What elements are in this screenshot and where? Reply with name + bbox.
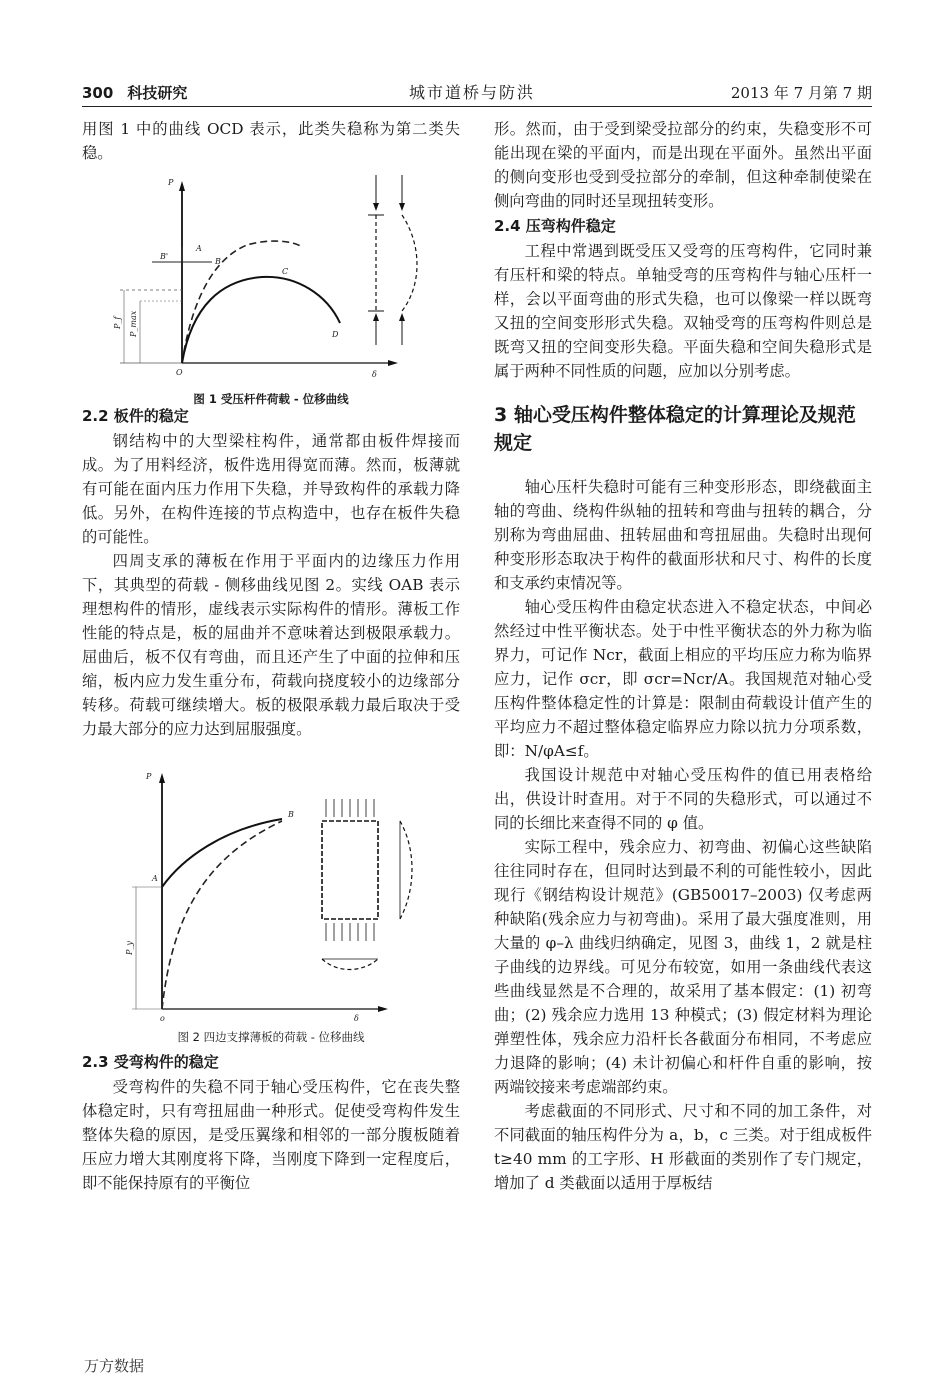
solid-curve xyxy=(162,819,282,887)
page-number: 300 xyxy=(82,84,114,102)
paragraph: 实际工程中，残余应力、初弯曲、初偏心这些缺陷往往同时存在，但同时达到最不利的可能性较小，因此现行《钢结构设计规范》(GB50017–2003) 仅考虑两种缺陷(残余应力与初弯曲)。采用了最大强度准则，用大量的 φ–λ 曲线归纳确定，见图 3，曲线 1，2 就是柱子曲线的边界线。可见分布较宽，如用一条曲线代表这些曲线显然是不合理的，故采用了基本假定：(1) 初弯曲；(2) 残余应力选用 13 种模式；(3) 假定材料为理论弹塑性体，残余应力沿杆长各截面分布相同，不考虑应力退降的影响；(4) 未计初偏心和杆件自重的影响，按两端铰接来考虑端部约束。 xyxy=(494,838,872,1096)
label-D: D xyxy=(332,330,339,339)
section-3-title: 3 轴心受压构件整体稳定的计算理论及规范规定 xyxy=(494,404,856,454)
paragraph: 四周支承的薄板在作用于平面内的边缘压力作用下，其典型的荷载 - 侧移曲线见图 2。实线 OAB 表示理想构件的情形，虚线表示实际构件的情形。薄板工作性能的特点是，板的屈曲并不意味着达到极限承载力。屈曲后，板不仅有弯曲，而且还产生了中面的拉伸和压缩，板内应力发生重分布，荷载向挠度较小的边缘部分转移。荷载可继续增大。板的极限承载力最后取决于受力最大部分的应力达到屈服强度。 xyxy=(82,552,460,738)
journal-title: 城市道桥与防洪 xyxy=(408,83,535,102)
column-name: 科技研究 xyxy=(127,84,188,102)
label-B: B xyxy=(215,257,221,266)
section-2-3-title: 2.3 受弯构件的稳定 xyxy=(82,1053,219,1071)
figure-2-caption: 图 2 四边支撑薄板的荷载 - 位移曲线 xyxy=(177,1030,365,1044)
dashed-curve xyxy=(162,821,282,1009)
plate xyxy=(322,821,378,919)
figure-2-graphic xyxy=(82,759,460,1025)
label-P: P xyxy=(146,772,152,781)
paragraph: 轴心受压构件由稳定状态进入不稳定状态，中间必然经过中性平衡状态。处于中性平衡状态的外力称为临界力，可记作 Ncr，截面上相应的平均压应力称为临界应力，记作 σcr，即 σcr=Ncr/A。我国规范对轴心受压构件整体稳定性的计算是：限制由荷载设计值产生的平均应力不超过整体稳定临界应力除以抗力分项系数，即：N/φA≤f。 xyxy=(494,598,872,760)
label-Pf: P_f xyxy=(113,316,122,329)
deflection-shape xyxy=(400,821,412,919)
label-P: P xyxy=(168,178,174,187)
section-2-4-title: 2.4 压弯构件稳定 xyxy=(494,217,616,235)
paragraph: 形。然而，由于受到梁受拉部分的约束，失稳变形不可能出现在梁的平面内，而是出现在平面外。虽然出平面的侧向变形也受到受拉部分的牵制，但这种牵制使梁在侧向弯曲的同时还呈现扭转变形。 xyxy=(494,120,872,210)
figure-1-caption: 图 1 受压杆件荷载 - 位移曲线 xyxy=(193,392,349,406)
label-C: C xyxy=(282,267,289,276)
header-left xyxy=(82,82,187,103)
right-column xyxy=(494,117,872,1195)
figure-1-graphic xyxy=(82,165,460,387)
paragraph: 轴心压杆失稳时可能有三种变形形态，即绕截面主轴的弯曲、绕构件纵轴的扭转和弯曲与扭转的耦合，分别称为弯曲屈曲、扭转屈曲和弯扭屈曲。失稳时出现何种变形形态取决于构件的截面形状和尺寸、构件的长度和支承约束情况等。 xyxy=(494,478,872,592)
buckled-member xyxy=(402,215,417,311)
arrow-icon xyxy=(388,360,398,366)
label-Py: P_y xyxy=(125,941,134,955)
paragraph: 工程中常遇到既受压又受弯的压弯构件，它同时兼有压杆和梁的特点。单轴受弯的压弯构件与轴心压杆一样，会以平面弯曲的形式失稳，也可以像梁一样以既弯又扭的空间变形形式失稳。双轴受弯的压弯构件则总是既弯又扭的空间变形失稳。平面失稳和空间失稳形式是属于两种不同性质的问题，应加以分别考虑。 xyxy=(494,242,872,380)
section-2-2-title: 2.2 板件的稳定 xyxy=(82,407,189,425)
arrow-icon xyxy=(399,313,405,321)
left-column xyxy=(82,117,460,1195)
arrow-icon xyxy=(373,313,379,321)
arrow-icon xyxy=(378,1006,388,1012)
figure-2 xyxy=(82,759,460,1049)
label-delta: δ xyxy=(354,1014,359,1023)
dashed-curve xyxy=(182,241,302,363)
paragraph: 用图 1 中的曲线 OCD 表示，此类失稳称为第二类失稳。 xyxy=(82,120,460,162)
label-B1: B' xyxy=(160,252,169,261)
figure-1 xyxy=(82,165,460,406)
solid-curve xyxy=(182,277,340,363)
arrow-icon xyxy=(179,181,185,191)
arrow-icon xyxy=(373,203,379,211)
paragraph: 考虑截面的不同形式、尺寸和不同的加工条件，对不同截面的轴压构件分为 a，b，c 三类。对于组成板件 t≥40 mm 的工字形、H 形截面的类别作了专门规定，增加了 d 类截面以适用于厚板结 xyxy=(494,1102,872,1192)
label-B: B xyxy=(288,810,294,819)
label-O: O xyxy=(176,368,183,377)
paragraph: 我国设计规范中对轴心受压构件的值已用表格给出，供设计时查用。对于不同的失稳形式，可以通过不同的长细比来查得不同的 φ 值。 xyxy=(494,766,872,832)
label-delta: δ xyxy=(372,370,377,379)
footer-watermark: 万方数据 xyxy=(84,1357,145,1375)
arrow-icon xyxy=(159,773,165,783)
label-O: o xyxy=(160,1014,165,1023)
page-header xyxy=(82,78,872,107)
label-A: A xyxy=(196,244,202,253)
paragraph: 钢结构中的大型梁柱构件，通常都由板件焊接而成。为了用料经济，板件选用得宽而薄。然而，板薄就有可能在面内压力作用下失稳，并导致构件的承载力降低。另外，在构件连接的节点构造中，也存在板件失稳的可能性。 xyxy=(82,432,460,546)
deflection-shape xyxy=(322,959,378,970)
arrow-icon xyxy=(399,203,405,211)
label-Pmax: P_max xyxy=(129,310,138,337)
paragraph: 受弯构件的失稳不同于轴心受压构件，它在丧失整体稳定时，只有弯扭屈曲一种形式。促使受弯构件发生整体失稳的原因，是受压翼缘和相邻的一部分腹板随着压应力增大其刚度将下降，当刚度下降到一定程度后，即不能保持原有的平衡位 xyxy=(82,1078,460,1192)
issue-info: 2013 年 7 月第 7 期 xyxy=(730,84,872,102)
label-A: A xyxy=(152,874,158,883)
